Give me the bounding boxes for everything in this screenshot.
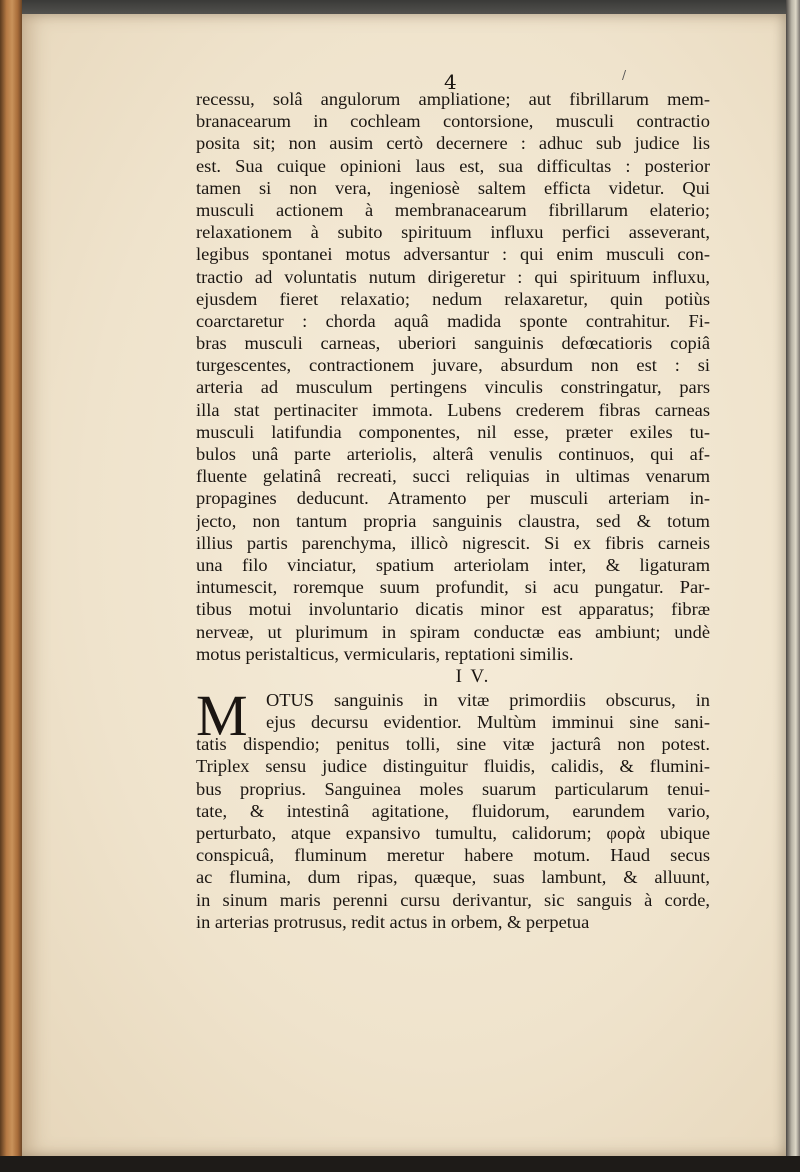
text-line: arteria ad musculum pertingens vinculis constringatur, pars [196,377,710,398]
text-line: posita sit; non ausim certò decernere : adhuc sub judice lis [196,133,710,154]
text-line: musculi latifundia componentes, nil esse, præter exiles tu- [196,421,710,442]
paragraph-1 [196,88,710,665]
text-line: coarctaretur : chorda aquâ madida sponte contrahitur. Fi- [196,310,710,331]
text-line: relaxationem à subito spirituum influxu perfici asseverant, [196,222,710,243]
text-line: ejus decursu evidentior. Multùm imminui sine sani- [266,712,710,733]
page-text [196,88,710,933]
text-line: est. Sua cuique opinioni laus est, sua difficultas : posterior [196,155,710,176]
text-line: propagines deducunt. Atramento per musculi arteriam in- [196,488,710,509]
text-line: OTUS sanguinis in vitæ primordiis obscurus, in [266,689,710,710]
book-spine [0,0,22,1172]
paragraph-2 [196,682,710,933]
text-line: tibus motui involuntario dicatis minor est apparatus; fibræ [196,599,710,620]
text-line: nerveæ, ut plurimum in spiram conductæ eas ambiunt; undè [196,621,710,642]
text-line: recessu, solâ angulorum ampliatione; aut fibrillarum mem- [196,89,710,109]
text-line: turgescentes, contractionem juvare, absurdum non est : si [196,355,710,376]
paragraph-2-lines [196,682,710,933]
text-line: bulos unâ parte arteriolis, alterâ venulis continuos, qui af- [196,444,710,464]
text-line: tate, & intestinâ agitatione, fluidorum, earundem vario, [196,800,710,821]
text-line: intumescit, roremque suum profundit, si acu pungatur. Par- [196,577,710,598]
drop-cap: M [196,682,248,748]
text-line: bras musculi carneas, uberiori sanguinis defœcatioris copiâ [196,333,710,354]
text-line: jecto, non tantum propria sanguinis claustra, sed & totum [196,510,710,531]
text-line: legibus spontanei motus adversantur : qui enim musculi con- [196,244,710,265]
text-line: branacearum in cochleam contorsione, musculi contractio [196,111,710,132]
text-line: tamen si non vera, ingeniosè saltem efficta videtur. Qui [196,177,710,198]
text-line: perturbato, atque expansivo tumultu, calidorum; φορὰ ubique [196,823,710,843]
text-line: motus peristalticus, vermicularis, reptationi similis. [196,643,574,664]
text-line: una filo vinciatur, spatium arteriolam inter, & ligaturam [196,554,710,575]
text-line: in arterias protrusus, redit actus in orbem, & perpetua [196,911,590,932]
text-line: ejusdem fieret relaxatio; nedum relaxaretur, quin potiùs [196,288,710,309]
book-page-edges [786,0,800,1172]
book-bottom-edge [0,1156,800,1172]
text-line: tractio ad voluntatis nutum dirigeretur : qui spirituum influxu, [196,266,710,287]
text-line: fluente gelatinâ recreati, succi reliquias in ultimas venarum [196,466,710,487]
text-line: tatis dispendio; penitus tolli, sine vitæ jacturâ non potest. [196,734,710,755]
section-heading: I V. [455,665,491,687]
text-line: conspicuâ, fluminum meretur habere motum. Haud secus [196,845,710,866]
text-line: Triplex sensu judice distinguitur fluidis, calidis, & flumini- [196,756,710,777]
margin-mark: / [622,68,627,82]
text-line: ac flumina, dum ripas, quæque, suas lambunt, & alluunt, [196,867,710,888]
page-number: 4 [444,70,457,94]
text-line: in sinum maris perenni cursu derivantur, sic sanguis à corde, [196,889,710,910]
text-line: musculi actionem à membranacearum fibrillarum elaterio; [196,199,710,220]
text-line: bus proprius. Sanguinea moles suarum particularum tenui- [196,778,710,799]
text-line: illius partis parenchyma, illicò nigrescit. Si ex fibris carneis [196,532,710,553]
text-line: illa stat pertinaciter immota. Lubens crederem fibras carneas [196,399,710,420]
